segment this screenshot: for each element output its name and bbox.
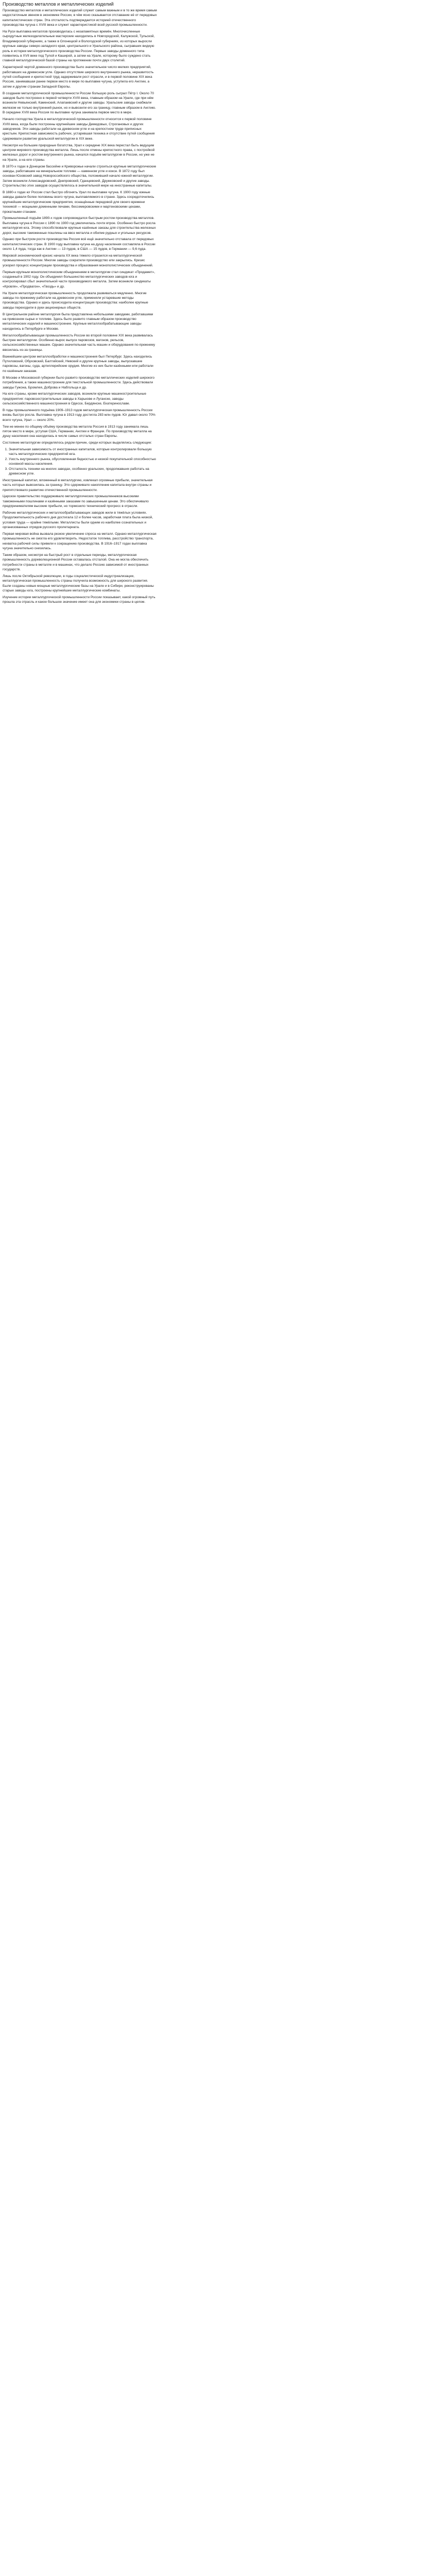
- paragraph: Первым крупным монополистическим объединением в металлургии стал синдикат «Продамет», созданный в 1902 году. Он объединял большинство металлургических заводов юга и контролировал сбыт значительной части производимого металла. Затем возникли синдикаты «Кровля», «Продвагон», «Гвоздь» и др.: [3, 270, 155, 289]
- paragraph: Рабочие металлургических и металлообрабатывающих заводов жили в тяжёлых условиях. Продолжительность рабочего дня достигала 12 и более часов, заработная плата была низкой, условия труда — крайне тяжёлыми. Металлисты были одним из наиболее сознательных и организованных отрядов русского пролетариата.: [3, 511, 153, 530]
- paragraph: На юге страны, кроме металлургических заводов, возникли крупные машиностроительные предприятия: паровозостроительные заводы в Харькове и Луганске, заводы сельскохозяйственного машиностроения в Одессе, Бердянске, Екатеринославе.: [3, 392, 147, 406]
- paragraph: Изучение истории металлургической промышленности России показывает, какой огромный путь прошла эта отрасль и какое большое значение имеет она для экономики страны в целом.: [3, 596, 155, 604]
- paragraph: Промышленный подъём 1890-х годов сопровождался быстрым ростом производства металлов. Выплавка чугуна в России с 1890 по 1900 год увеличилась почти втрое. Особенно быстро росла металлургия юга. Этому способствовали крупные казённые заказы для строительства железных дорог, высокие таможенные пошлины на ввоз металла и обилие рудных и угольных ресурсов.: [3, 216, 156, 235]
- paragraph: Мировой экономический кризис начала XX века тяжело отразился на металлургической промышленности России. Многие заводы сократили производство или закрылись. Кризис ускорил процесс концентрации производства и образования монополистических объединений.: [3, 254, 153, 267]
- paragraph: В Москве и Московской губернии было развито производство металлических изделий широкого потребления, а также машиностроение для текстильной промышленности. Здесь действовали заводы Гужона, Бромлея, Доброва и Набгольца и др.: [3, 376, 155, 389]
- paragraph: Таким образом, несмотря на быстрый рост в отдельные периоды, металлургическая промышленность дореволюционной России оставалась отсталой. Она не могла обеспечить потребности страны в металле и в машинах, что делало Россию зависимой от иностранных государств.: [3, 553, 149, 572]
- document: [3, 0, 157, 605]
- paragraph: Тем не менее по общему объёму производства металла Россия в 1913 году занимала лишь пятое место в мире, уступая США, Германии, Англии и Франции. По производству металла на душу населения она находилась в числе самых отсталых стран Европы.: [3, 425, 152, 438]
- paragraph: В Центральном районе металлургия была представлена небольшими заводами, работавшими на привозном сырье и топливе. Здесь было развито главным образом производство металлических изделий и машиностроение. Крупные металлообрабатывающие заводы находились в Петербурге и Москве.: [3, 312, 153, 331]
- paragraph: Лишь после Октябрьской революции, в годы социалистической индустриализации, металлургическая промышленность страны получила возможность для широкого развития. Были созданы новые мощные металлургические базы на Урале и в Сибири, реконструированы старые заводы юга, построены крупнейшие металлургические комбинаты.: [3, 574, 154, 593]
- list-item: 3. Отсталость техники на многих заводах, особенно уральских, продолжавших работать на древесном угле.: [9, 467, 157, 477]
- numbered-list: [3, 447, 157, 476]
- article-body: [3, 8, 157, 605]
- paragraph: Начало господства Урала в металлургической промышленности относится к первой половине XVIII века, когда были построены крупнейшие заводы Демидовых, Строгановых и других заводчиков. Эти заводы работали на древесном угле и на крепостном труде приписных крестьян. Крепостная зависимость рабочих, устаревшая техника и отсутствие путей сообщения сдерживали развитие уральской металлургии в XIX веке.: [3, 117, 155, 141]
- paragraph: Царское правительство поддерживало металлургических промышленников высокими таможенными пошлинами и казёнными заказами по завышенным ценам. Это обеспечивало предпринимателям высокие прибыли, но тормозило технический прогресс в отрасли.: [3, 495, 149, 509]
- paragraph: Первая мировая война вызвала резкое увеличение спроса на металл. Однако металлургическая промышленность не смогла его удовлетворить. Недостаток топлива, расстройство транспорта, нехватка рабочей силы привели к сокращению производства. В 1916–1917 годах выплавка чугуна значительно снизилась.: [3, 532, 156, 551]
- paragraph: На Урале металлургическая промышленность продолжала развиваться медленно. Многие заводы по-прежнему работали на древесном угле, применяли устаревшие методы производства. Однако и здесь происходила концентрация производства: наиболее крупные заводы переходили в руки акционерных обществ.: [3, 291, 148, 310]
- paragraph: В 1870-х годах в Донецком бассейне и Криворожье начали строиться крупные металлургические заводы, работавшие на минеральном топливе — каменном угле и коксе. В 1872 году был основан Юзовский завод Новороссийского общества, положивший начало южной металлургии. Затем возникли Александровский, Днепровский, Гданцевский, Дружковский и другие заводы. Строительство этих заводов осуществлялось в значительной мере на иностранные капиталы.: [3, 164, 156, 188]
- paragraph: Иностранный капитал, вложенный в металлургию, извлекал огромные прибыли, значительная часть которых вывозилась за границу. Это сдерживало накопление капитала внутри страны и препятствовало развитию отечественной промышленности.: [3, 478, 153, 492]
- list-item: 1. Значительная зависимость от иностранных капиталов, которые контролировали большую часть металлургических предприятий юга.: [9, 447, 157, 457]
- paragraph: Металлообрабатывающая промышленность России во второй половине XIX века развивалась быстрее металлургии. Особенно вырос выпуск паровозов, вагонов, рельсов, сельскохозяйственных машин. Однако значительная часть машин и оборудования по-прежнему ввозилась из-за границы.: [3, 333, 155, 352]
- paragraph: В создании металлургической промышленности России большую роль сыграл Пётр I. Около 70 заводов было построено в первой четверти XVIII века, главным образом на Урале, где при нём возникли Невьянский, Каменский, Алапаевский и другие заводы. Уральские заводы снабжали железом не только внутренний рынок, но и вывозили его за границу, главным образом в Англию. В середине XVIII века Россия по выплавке чугуна занимала первое место в мире.: [3, 91, 156, 115]
- paragraph: В 1880-х годах юг России стал быстро обгонять Урал по выплавке чугуна. К 1900 году южные заводы давали более половины всего чугуна, выплавляемого в стране. Здесь сосредоточились крупнейшие металлургические предприятия, оснащённые передовой для своего времени техникой — мощными доменными печами, бессемеровскими и мартеновскими цехами, прокатными станами.: [3, 190, 154, 214]
- paragraphs-before-list: [3, 8, 157, 446]
- page-title: Производство металлов и металлических изделий: [3, 2, 114, 7]
- paragraph: Состояние металлургии определялось рядом причин, среди которых выделялись следующие:: [3, 441, 152, 445]
- paragraph: Несмотря на большие природные богатства, Урал к середине XIX века перестал быть ведущим центром мирового производства металла. Лишь после отмены крепостного права, с постройкой железных дорог и ростом внутреннего рынка, начался подъём металлургии в России, но уже не на Урале, а на юге страны.: [3, 143, 155, 162]
- paragraph: Характерной чертой доменного производства было значительное число мелких предприятий, работавших на древесном угле. Однако отсутствие широкого внутреннего рынка, неразвитость путей сообщения и крепостной труд задерживали рост отрасли, и в первой половине XIX века Россия, занимавшая ранее первое место в мире по выплавке чугуна, уступила его Англии, а затем и другим странам Западной Европы.: [3, 65, 154, 89]
- paragraph: В годы промышленного подъёма 1909–1913 годов металлургическая промышленность России вновь быстро росла. Выплавка чугуна в 1913 году достигла 283 млн пудов. Юг давал около 70% всего чугуна, Урал — около 20%.: [3, 408, 155, 422]
- paragraph: На Руси выплавка металлов производилась с незапамятных времён. Многочисленные сыродутные железоделательные мастерские находились в Новгородской, Калужской, Тульской, Владимирской губерниях, а также в Олонецкой и Вологодской губерниях, из которых выросли крупные заводы северо-западного края, центрального и Уральского района, сыгравших видную роль в истории металлургического производства России. Первые заводы доменного типа появились в XVII веке под Тулой и Каширой, а затем на Урале, которому было суждено стать главной металлургической базой страны на протяжении почти двух столетий.: [3, 30, 155, 63]
- paragraphs-after-list: [3, 478, 157, 605]
- paragraph: Производство металлов и металлических изделий служит самым важным и в то же время самым недостаточным звеном в экономике России, в чём ясно сказывается отставание её от передовых капиталистических стран. Эта отсталость подтверждается историей отечественного производства чугуна с XVIII века и служит характеристикой всей русской промышленности.: [3, 9, 157, 27]
- list-item: 2. Узость внутреннего рынка, обусловленная бедностью и низкой покупательной способностью основной массы населения.: [9, 457, 157, 467]
- paragraph: Важнейшим центром металлообработки и машиностроения был Петербург. Здесь находились Путиловский, Обуховский, Балтийский, Невский и другие крупные заводы, выпускавшие паровозы, вагоны, суда, артиллерийские орудия. Многие из них были казёнными или работали по казённым заказам.: [3, 354, 153, 373]
- paragraph: Однако при быстром росте производства Россия всё ещё значительно отставала от передовых капиталистических стран. В 1900 году выплавка чугуна на душу населения составляла в России около 1,4 пуда, тогда как в Англии — 13 пудов, в США — 15 пудов, в Германии — 9,6 пуда.: [3, 238, 155, 251]
